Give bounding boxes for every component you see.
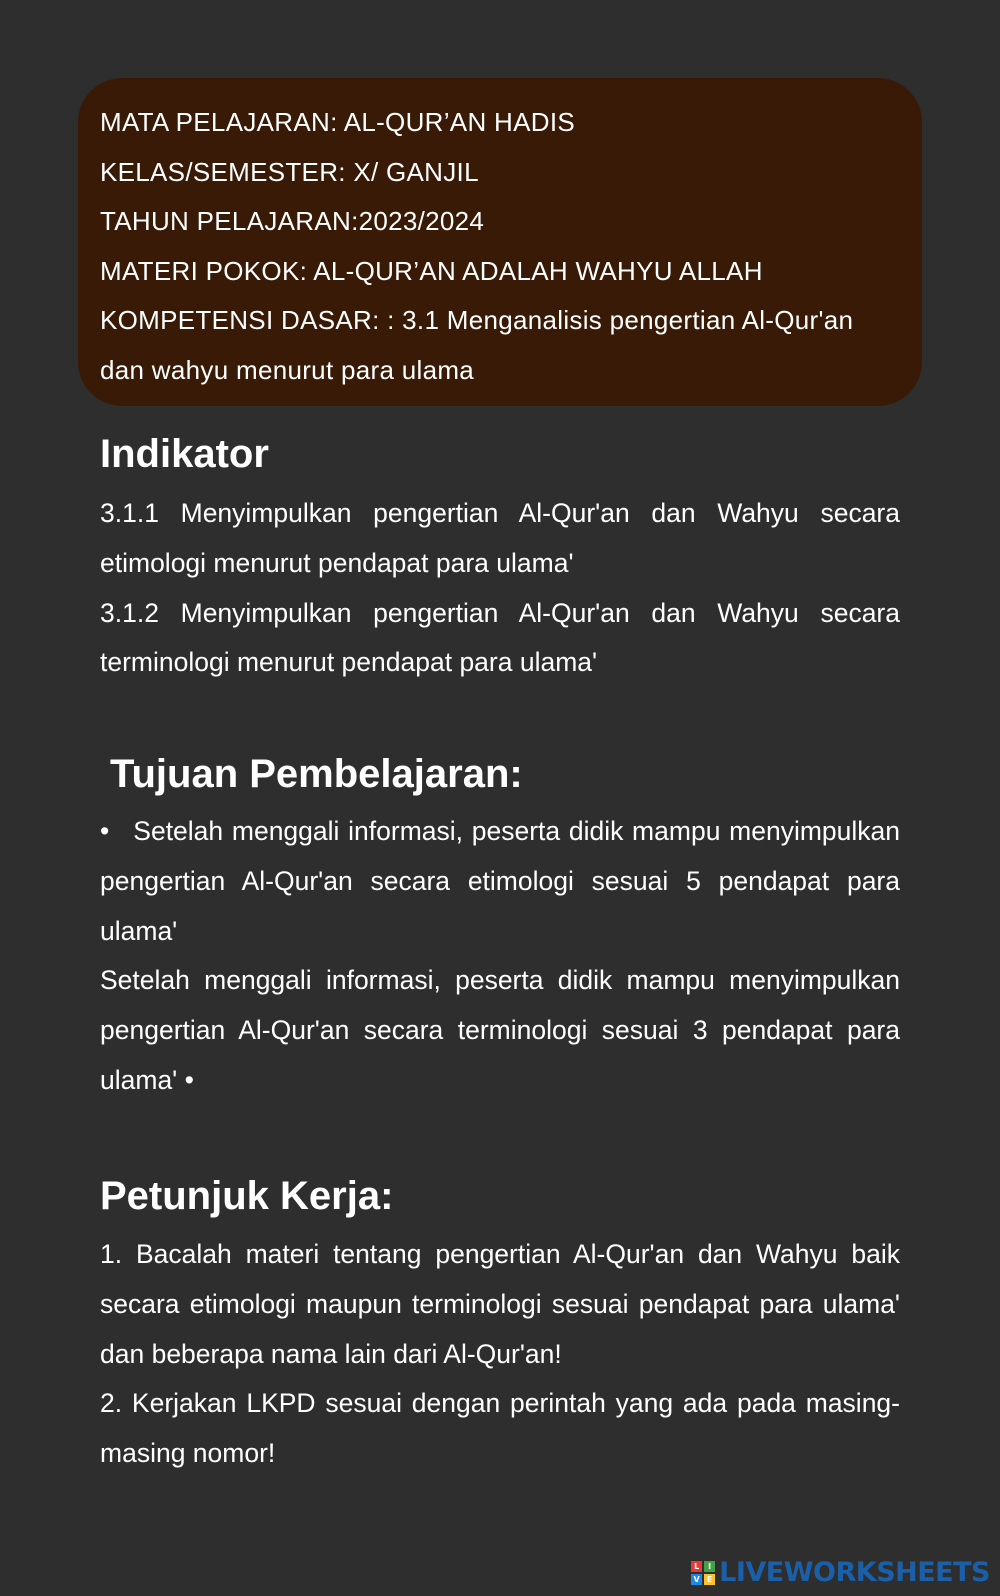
tujuan-item-text: Setelah menggali informasi, peserta didik mampu menyimpulkan pengertian Al-Qur'an secara etimologi sesuai 5 pendapat para ulama' (100, 816, 900, 946)
indikator-item: 3.1.2 Menyimpulkan pengertian Al-Qur'an dan Wahyu secara terminologi menurut pendapat para ulama' (100, 597, 900, 678)
liveworksheets-logo[interactable] (691, 1558, 990, 1588)
tujuan-heading: Tujuan Pembelajaran: (110, 752, 523, 796)
mata-pelajaran: MATA PELAJARAN: AL-QUR’AN HADIS (100, 107, 576, 137)
petunjuk-item: 1. Bacalah materi tentang pengertian Al-Qur'an dan Wahyu baik secara etimologi maupun terminologi sesuai pendapat para ulama' dan beberapa nama lain dari Al-Qur'an! (100, 1239, 900, 1369)
logo-cell: E (704, 1574, 715, 1585)
kelas-semester: KELAS/SEMESTER: X/ GANJIL (100, 156, 479, 187)
petunjuk-list (100, 1230, 900, 1479)
indikator-heading: Indikator (100, 432, 269, 476)
tujuan-section (100, 750, 900, 1106)
indikator-item: 3.1.1 Menyimpulkan pengertian Al-Qur'an dan Wahyu secara etimologi menurut pendapat para ulama' (100, 498, 900, 578)
tujuan-item: Setelah menggali informasi, peserta didik mampu menyimpulkan pengertian Al-Qur'an secara terminologi sesuai 3 pendapat para ulama' • (100, 965, 900, 1095)
petunjuk-heading: Petunjuk Kerja: (100, 1174, 394, 1218)
indikator-section (100, 430, 900, 688)
petunjuk-section (100, 1172, 900, 1479)
petunjuk-item: 2. Kerjakan LKPD sesuai dengan perintah yang ada pada masing-masing nomor! (100, 1388, 900, 1469)
logo-cell: V (691, 1574, 702, 1585)
logo-grid-icon (691, 1561, 715, 1585)
tahun-pelajaran: TAHUN PELAJARAN:2023/2024 (100, 206, 485, 237)
logo-cell: I (704, 1561, 715, 1572)
materi-pokok: MATERI POKOK: AL-QUR’AN ADALAH WAHYU ALLAH (100, 255, 763, 286)
tujuan-list (100, 807, 900, 1106)
indikator-list (100, 489, 900, 688)
bullet-icon: • (100, 816, 110, 846)
info-box (78, 78, 922, 406)
kompetensi-dasar: KOMPETENSI DASAR: : 3.1 Menganalisis pengertian Al-Qur'an dan wahyu menurut para ulama (100, 305, 854, 385)
logo-cell: L (691, 1561, 702, 1572)
logo-text: LIVEWORKSHEETS (719, 1557, 990, 1588)
tujuan-item (100, 807, 900, 956)
